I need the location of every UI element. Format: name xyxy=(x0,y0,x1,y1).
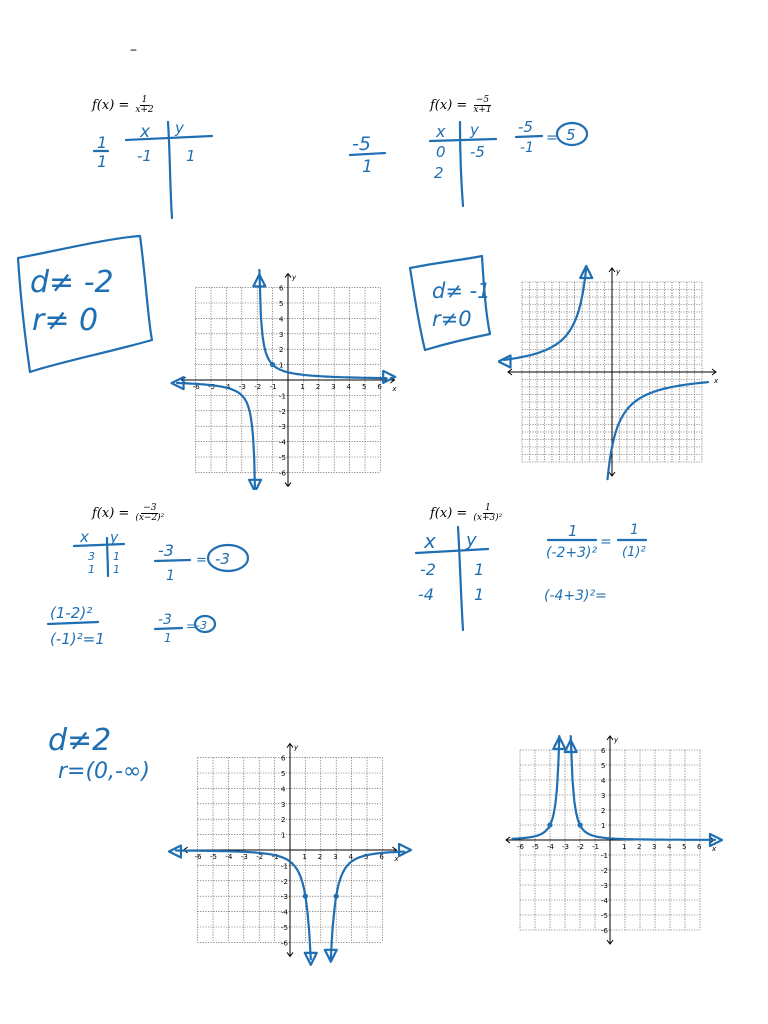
p4-point-right xyxy=(577,822,582,827)
p1-domain-note: d≠ -2 xyxy=(30,265,114,300)
p2-curve-left xyxy=(504,268,586,360)
y-tick-label: -5 xyxy=(279,454,286,462)
y-tick-label: 2 xyxy=(279,346,284,355)
y-tick-label: -6 xyxy=(601,927,608,935)
p2-answer: 5 xyxy=(566,126,576,144)
y-axis-label: y xyxy=(292,273,297,282)
numerator: −5 xyxy=(475,95,490,105)
p3-calc2-num: -3 xyxy=(158,612,172,628)
x-tick-label: 4 xyxy=(667,843,672,851)
x-tick-label: 6 xyxy=(697,843,702,851)
x-tick-label: 2 xyxy=(637,843,642,851)
numerator: 1 xyxy=(484,503,491,513)
p4-work-num2: 1 xyxy=(630,522,639,538)
y-tick-label: 3 xyxy=(279,330,284,339)
x-tick-label: -6 xyxy=(194,853,202,861)
y-tick-label: -3 xyxy=(601,882,608,890)
graph-p2 xyxy=(498,260,730,492)
p2-calc-eq: = xyxy=(546,130,558,146)
p4-col-x: x xyxy=(424,529,436,553)
x-tick-label: 5 xyxy=(362,383,367,391)
p3-point-right xyxy=(334,894,339,899)
x-axis-label: x xyxy=(712,845,717,853)
p2-range-note: r≠0 xyxy=(432,307,472,331)
p3-calc1-den: 1 xyxy=(166,568,175,584)
y-tick-label: 1 xyxy=(281,831,286,840)
p4-curve-left xyxy=(513,736,560,839)
p3-calc1-answer: -3 xyxy=(215,550,230,568)
p1-side-bottom: 1 xyxy=(97,152,108,171)
x-tick-label: 5 xyxy=(682,843,687,851)
denominator: (x−2)² xyxy=(135,513,165,524)
x-tick-label: -6 xyxy=(192,383,200,391)
y-tick-label: -4 xyxy=(279,438,286,447)
p3-curve-left xyxy=(176,851,311,960)
x-tick-label: -4 xyxy=(223,383,231,391)
y-axis-label: y xyxy=(294,743,299,752)
x-tick-label: -4 xyxy=(547,843,554,851)
x-tick-label: 5 xyxy=(364,853,369,861)
denominator: (x+3)² xyxy=(473,513,503,524)
fx-prefix: f(x) = xyxy=(430,506,468,522)
p2-table-vline xyxy=(460,122,463,206)
p3-calc2-den: 1 xyxy=(164,631,172,645)
y-tick-label: 3 xyxy=(601,792,606,800)
y-tick-label: -1 xyxy=(601,852,608,860)
graph-p3 xyxy=(160,718,422,968)
x-tick-label: -3 xyxy=(238,383,246,391)
y-axis-label: y xyxy=(616,268,621,276)
p2-curve-right xyxy=(608,382,709,479)
y-tick-label: 2 xyxy=(281,816,286,825)
x-tick-label: 4 xyxy=(346,383,352,391)
x-tick-label: -1 xyxy=(269,383,277,391)
x-tick-label: -3 xyxy=(240,853,248,861)
p4-work-den1: (-2+3)² xyxy=(546,545,598,561)
p1-side-top: 1 xyxy=(97,133,108,152)
numerator: 1 xyxy=(141,95,148,105)
p3-col-x: x xyxy=(80,528,89,546)
y-tick-label: -5 xyxy=(281,924,288,932)
x-tick-label: -2 xyxy=(256,853,264,861)
p3-work-bottom: (-1)²=1 xyxy=(50,630,105,648)
p2-row1-x: 0 xyxy=(436,143,446,161)
p2-notes-box xyxy=(410,256,490,350)
y-tick-label: -2 xyxy=(281,877,288,886)
p3-row1-x: 3 xyxy=(88,550,95,563)
y-tick-label: 6 xyxy=(279,284,284,293)
y-tick-label: 6 xyxy=(281,754,286,763)
p3-row2-x: 1 xyxy=(88,563,95,576)
p4-col-y: y xyxy=(466,530,477,551)
p2-side-top: -5 xyxy=(352,133,371,155)
y-tick-label: 4 xyxy=(601,777,606,785)
y-tick-label: 1 xyxy=(279,361,284,370)
p3-row1-y: 1 xyxy=(113,550,120,563)
p3-domain-note: d≠2 xyxy=(48,723,112,758)
x-tick-label: 1 xyxy=(302,853,307,861)
x-tick-label: 4 xyxy=(348,853,354,861)
top-mark: – xyxy=(130,42,137,58)
x-tick-label: -6 xyxy=(517,843,524,851)
y-tick-label: 1 xyxy=(601,822,606,830)
y-tick-label: 2 xyxy=(601,807,606,815)
y-tick-label: -1 xyxy=(281,862,288,871)
p1-col-y: y xyxy=(175,119,184,137)
y-tick-label: -6 xyxy=(279,469,286,478)
x-tick-label: 1 xyxy=(622,843,627,851)
x-tick-label: 6 xyxy=(377,383,382,391)
y-axis-label: y xyxy=(614,736,619,744)
x-tick-label: -3 xyxy=(562,843,569,851)
x-tick-label: -1 xyxy=(271,853,279,861)
graph-p4 xyxy=(500,728,732,960)
y-tick-label: 4 xyxy=(279,315,284,324)
x-tick-label: -5 xyxy=(532,843,539,851)
x-tick-label: -2 xyxy=(254,383,262,391)
y-tick-label: -2 xyxy=(279,407,286,416)
x-tick-label: 6 xyxy=(379,853,384,861)
p2-col-y: y xyxy=(470,121,479,139)
x-axis-label: x xyxy=(394,855,399,863)
p2-side-bottom: 1 xyxy=(362,157,373,177)
p2-calc-num: -5 xyxy=(518,118,533,136)
x-tick-label: 3 xyxy=(331,383,336,391)
p4-table-vline xyxy=(458,527,463,630)
x-tick-label: -4 xyxy=(225,853,233,861)
graph-p1 xyxy=(168,258,400,490)
p1-row-x: -1 xyxy=(137,147,152,165)
fx-prefix: f(x) = xyxy=(430,98,468,114)
p3-table-vline xyxy=(107,538,108,576)
denominator: x+2 xyxy=(135,105,154,116)
x-tick-label: 2 xyxy=(317,853,323,861)
y-tick-label: -4 xyxy=(601,897,608,905)
p3-calc1-num: -3 xyxy=(158,541,174,560)
y-tick-label: -3 xyxy=(279,423,286,432)
p2-arrow-left xyxy=(499,356,511,368)
y-tick-label: 4 xyxy=(281,785,286,794)
y-tick-label: -5 xyxy=(601,912,608,920)
p4-row2-y: 1 xyxy=(474,585,485,604)
y-tick-label: 5 xyxy=(279,300,284,308)
p1-range-note: r≠ 0 xyxy=(32,303,99,338)
p4-row1-y: 1 xyxy=(474,560,485,579)
x-tick-label: -5 xyxy=(208,383,215,391)
x-tick-label: 3 xyxy=(333,853,338,861)
p2-col-x: x xyxy=(436,122,446,141)
p1-table-vline xyxy=(168,122,172,218)
x-tick-label: -2 xyxy=(577,843,584,851)
numerator: −3 xyxy=(143,503,157,513)
p1-row-y: 1 xyxy=(186,147,196,165)
x-tick-label: 2 xyxy=(315,383,321,391)
p3-col-y: y xyxy=(110,530,119,546)
x-axis-label: x xyxy=(392,385,397,393)
p4-work-line2: (-4+3)²= xyxy=(544,588,607,604)
p3-curve-right xyxy=(331,852,404,960)
p3-calc2-eq: = xyxy=(186,619,197,633)
y-tick-label: -6 xyxy=(281,939,288,948)
y-tick-label: 3 xyxy=(281,800,286,809)
y-tick-label: -4 xyxy=(281,908,288,917)
p3-work-bar xyxy=(48,622,98,624)
x-axis-label: x xyxy=(714,377,719,385)
p3-calc1-bar xyxy=(155,560,190,561)
p1-col-x: x xyxy=(140,122,151,142)
x-tick-label: -1 xyxy=(592,843,599,851)
p2-calc-bar xyxy=(516,136,542,137)
y-tick-label: -3 xyxy=(281,893,288,902)
p4-work-den2: (1)² xyxy=(622,545,646,560)
p3-calc2-answer: -3 xyxy=(196,619,207,632)
p2-domain-note: d≠ -1 xyxy=(432,279,491,303)
p1-curve-left xyxy=(177,383,255,490)
y-tick-label: -2 xyxy=(601,867,608,875)
fx-prefix: f(x) = xyxy=(92,98,130,114)
p3-range-note: r=(0,-∞) xyxy=(58,759,150,784)
p4-work-eq: = xyxy=(600,534,612,550)
p4-work-num1: 1 xyxy=(568,522,578,540)
p3-calc1-eq: = xyxy=(196,553,207,568)
p2-row1-y: -5 xyxy=(470,143,485,161)
x-tick-label: 1 xyxy=(300,383,305,391)
p4-point-left xyxy=(547,822,552,827)
p3-arrow-right xyxy=(399,844,411,856)
p4-curve-right xyxy=(571,736,715,840)
p3-point-left xyxy=(303,894,308,899)
p3-row2-y: 1 xyxy=(113,563,120,576)
p1-point xyxy=(270,362,275,367)
p2-calc-den: -1 xyxy=(520,140,534,156)
p3-calc2-bar xyxy=(155,628,182,629)
p4-row1-x: -2 xyxy=(420,560,436,579)
x-tick-label: 3 xyxy=(652,843,657,851)
p2-row2-x: 2 xyxy=(434,164,444,182)
p4-row2-x: -4 xyxy=(418,585,434,604)
y-tick-label: 5 xyxy=(601,762,606,770)
fx-prefix: f(x) = xyxy=(92,506,130,522)
x-tick-label: -5 xyxy=(210,853,217,861)
y-tick-label: -1 xyxy=(279,392,286,401)
y-tick-label: 5 xyxy=(281,770,286,778)
y-tick-label: 6 xyxy=(601,747,606,755)
p3-work-top: (1-2)² xyxy=(50,604,93,622)
denominator: x+1 xyxy=(473,105,492,116)
